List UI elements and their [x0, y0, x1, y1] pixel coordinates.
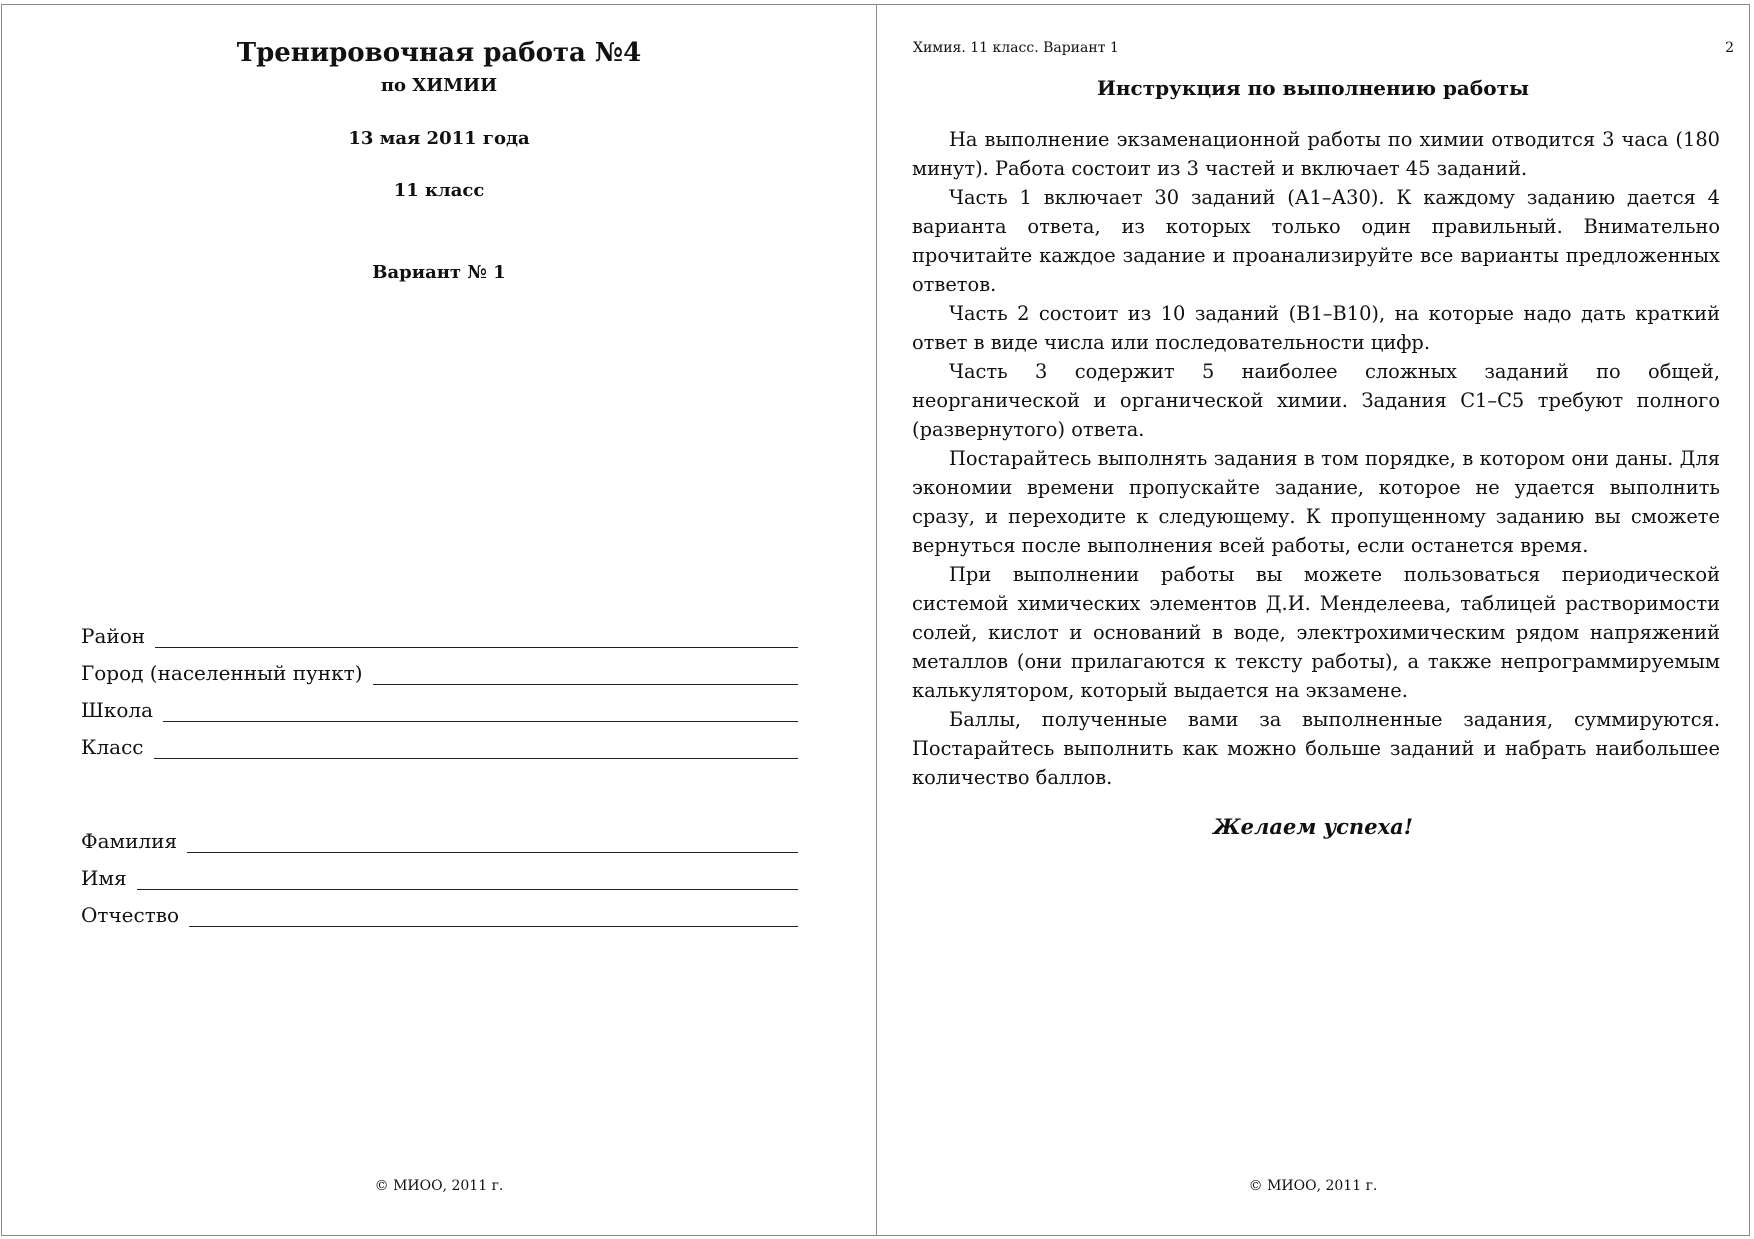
paragraph: На выполнение экзаменационной работы по химии отводится 3 часа (180 минут). Работа состоит из 3 частей и включает 45 заданий.	[912, 128, 1720, 180]
district-line[interactable]	[155, 625, 798, 648]
paragraph: Часть 1 включает 30 заданий (А1–А30). К каждому заданию дается 4 варианта ответа, из которых только один правильный. Внимательно прочитайте каждое задание и проанализируйте все варианты предложенных ответов.	[912, 186, 1720, 296]
paragraph: Часть 3 содержит 5 наиболее сложных заданий по общей, неорганической и органической химии. Задания С1–С5 требуют полного (развернутого) ответа.	[912, 360, 1720, 441]
class-line[interactable]	[154, 736, 798, 759]
city-line[interactable]	[373, 662, 799, 685]
class-field[interactable]	[81, 731, 798, 759]
exam-date: 13 мая 2011 года	[348, 128, 530, 149]
patronymic-field[interactable]	[81, 899, 798, 927]
instruction-body	[912, 125, 1720, 792]
paragraph: Часть 2 состоит из 10 заданий (В1–В10), на которые надо дать краткий ответ в виде числа или последовательности цифр.	[912, 302, 1720, 354]
copyright-footer: © МИОО, 2011 г.	[1248, 1178, 1378, 1194]
district-label: Район	[81, 624, 146, 648]
patronymic-label: Отчество	[81, 903, 180, 927]
closing-wish: Желаем успеха!	[1213, 814, 1413, 839]
class-label: Класс	[81, 735, 144, 759]
district-field[interactable]	[81, 620, 798, 648]
city-label: Город (населенный пункт)	[81, 661, 363, 685]
instruction-page	[877, 4, 1749, 1236]
surname-field[interactable]	[81, 825, 798, 853]
copyright-footer: © МИОО, 2011 г.	[374, 1178, 504, 1194]
running-header: Химия. 11 класс. Вариант 1	[913, 40, 1119, 56]
document-title: Тренировочная работа №4	[236, 38, 642, 68]
variant-label: Вариант № 1	[372, 262, 506, 283]
school-label: Школа	[81, 698, 153, 722]
title-page	[2, 4, 876, 1236]
patronymic-line[interactable]	[189, 904, 798, 927]
name-field[interactable]	[81, 862, 798, 890]
paragraph: Баллы, полученные вами за выполненные задания, суммируются. Постарайтесь выполнить как можно больше заданий и набрать наибольшее количество баллов.	[912, 708, 1720, 789]
surname-label: Фамилия	[81, 829, 178, 853]
page-number: 2	[1725, 40, 1734, 56]
school-line[interactable]	[163, 699, 798, 722]
subject-subtitle: по ХИМИИ	[380, 75, 498, 96]
city-field[interactable]	[81, 657, 798, 685]
paragraph: Постарайтесь выполнять задания в том порядке, в котором они даны. Для экономии времени пропускайте задание, которое не удается выполнить сразу, и переходите к следующему. К пропущенному заданию вы сможете вернуться после выполнения всей работы, если останется время.	[912, 447, 1720, 557]
name-line[interactable]	[137, 867, 798, 890]
name-label: Имя	[81, 866, 127, 890]
surname-line[interactable]	[187, 830, 798, 853]
instruction-title: Инструкция по выполнению работы	[1096, 76, 1530, 100]
school-field[interactable]	[81, 694, 798, 722]
paragraph: При выполнении работы вы можете пользоваться периодической системой химических элементов Д.И. Менделеева, таблицей растворимости солей, кислот и оснований в воде, электрохимическим рядом напряжений металлов (они прилагаются к тексту работы), а также непрограммируемым калькулятором, который выдается на экзамене.	[912, 563, 1720, 702]
grade-label: 11 класс	[393, 180, 485, 201]
